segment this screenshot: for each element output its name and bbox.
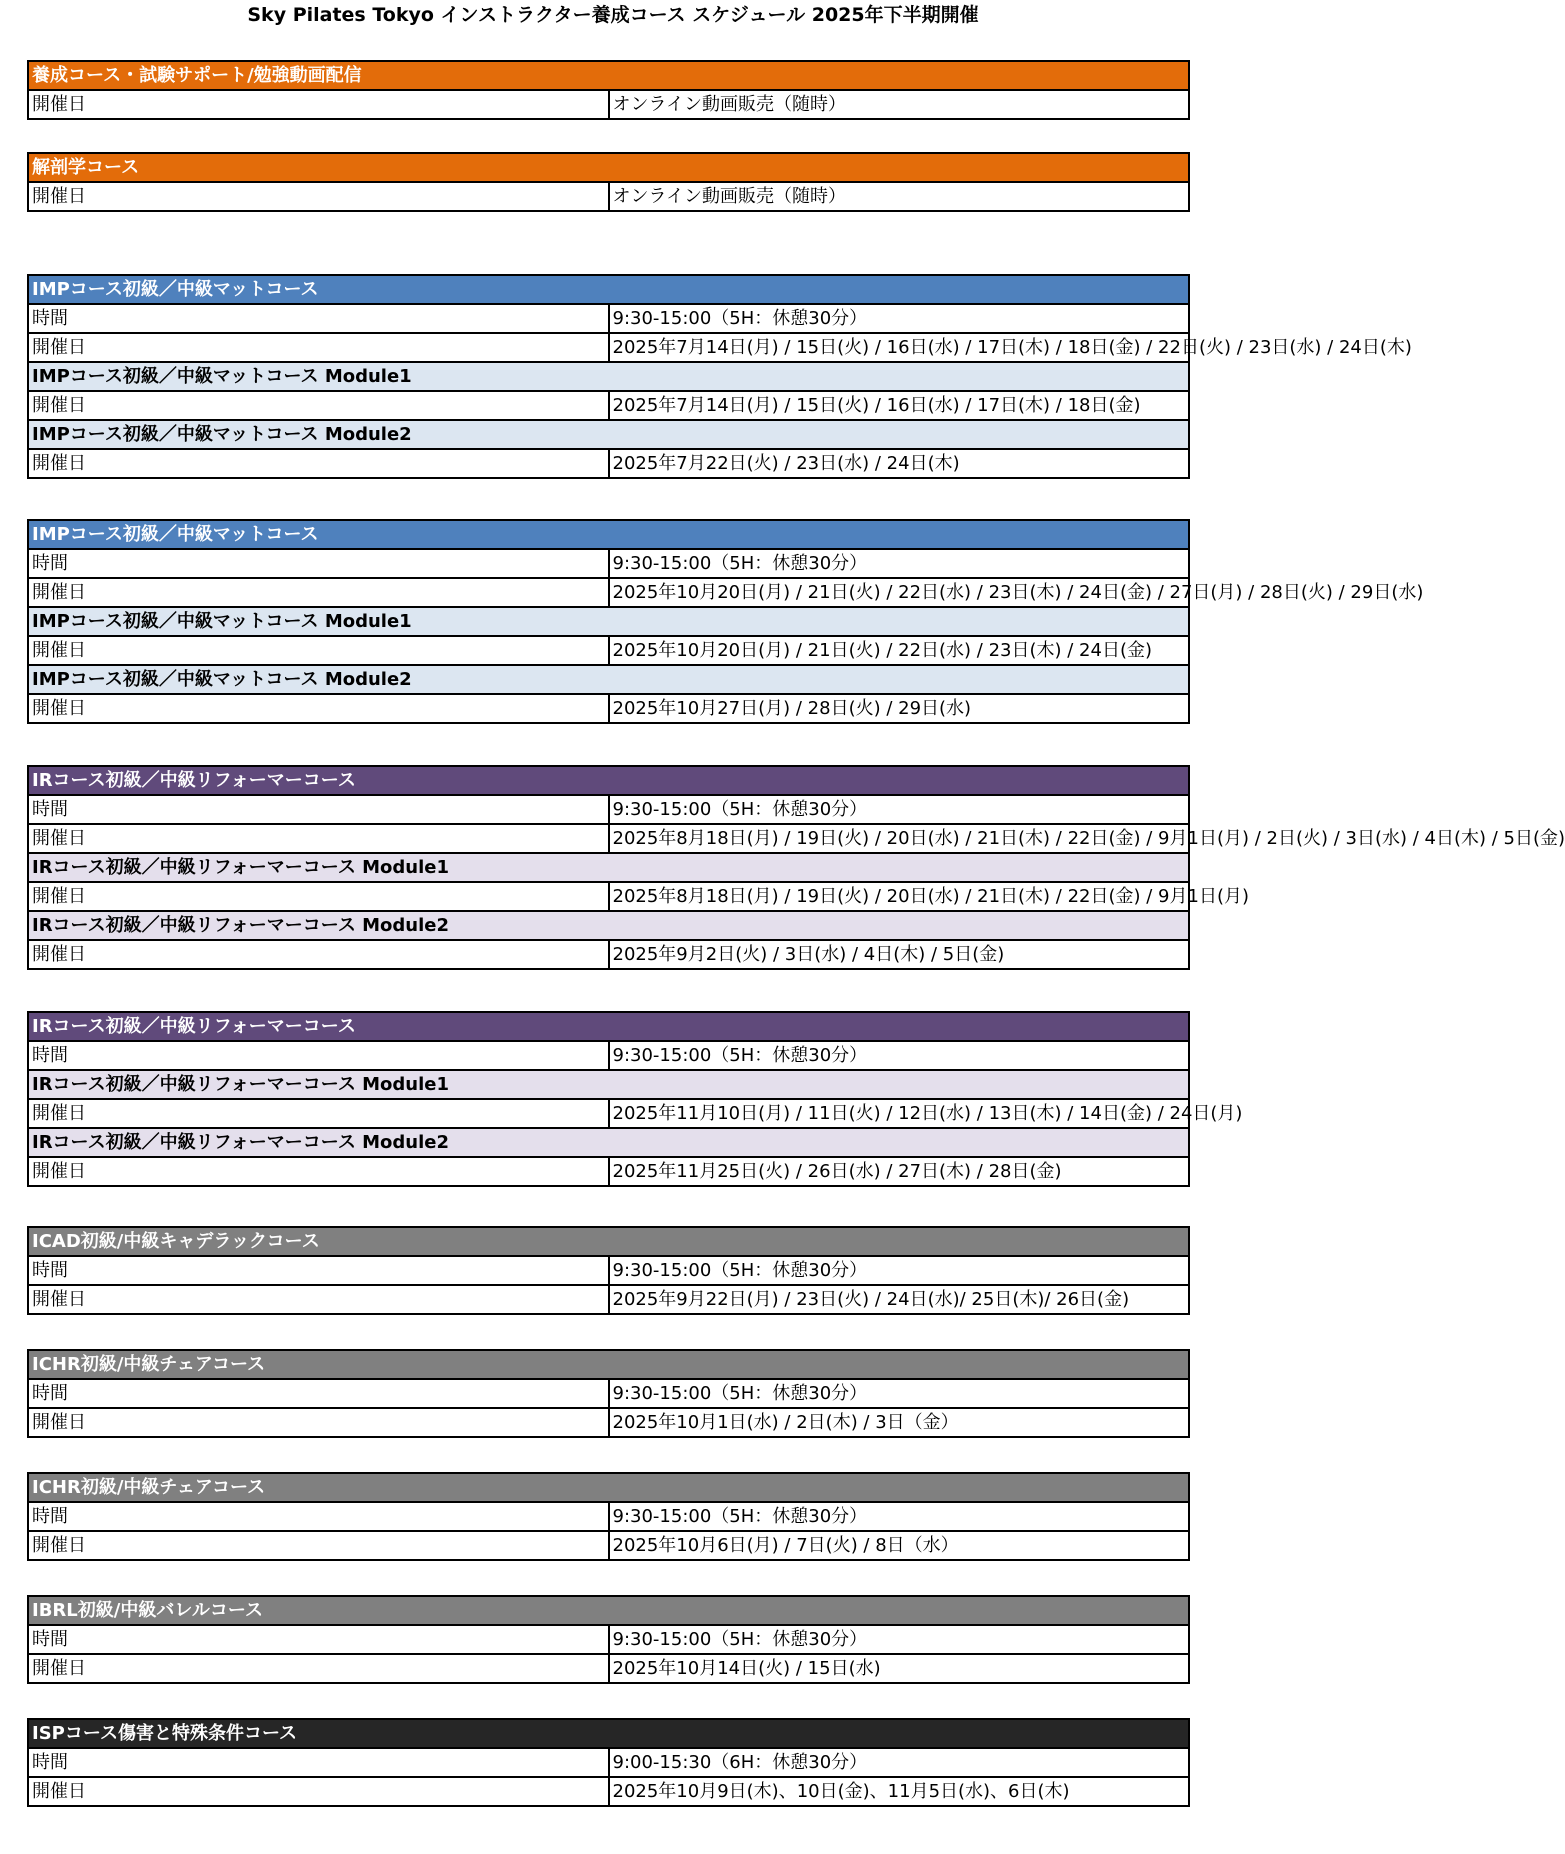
module-title: IMPコース初級／中級マットコース Module2	[28, 420, 1189, 449]
course-header-row	[28, 1012, 1189, 1041]
course-header-row	[28, 1596, 1189, 1625]
module-header-row	[28, 911, 1189, 940]
course-title: IMPコース初級／中級マットコース	[28, 275, 1189, 304]
date-value: 2025年7月14日(月) / 15日(火) / 16日(水) / 17日(木) / 18日(金)	[609, 391, 1190, 420]
date-value: 2025年7月22日(火) / 23日(水) / 24日(木)	[609, 449, 1190, 478]
course-title: IRコース初級／中級リフォーマーコース	[28, 766, 1189, 795]
date-value: 2025年10月14日(火) / 15日(水)	[609, 1654, 1190, 1683]
date-row	[28, 449, 1189, 478]
date-value: 2025年10月1日(水) / 2日(木) / 3日（金）	[609, 1408, 1190, 1437]
date-row	[28, 882, 1189, 911]
time-row	[28, 1748, 1189, 1777]
time-label: 時間	[28, 1748, 609, 1777]
module-header-row	[28, 853, 1189, 882]
course-table-ibrl	[27, 1595, 1190, 1684]
module-header-row	[28, 665, 1189, 694]
module-title: IRコース初級／中級リフォーマーコース Module1	[28, 853, 1189, 882]
course-table-anatomy	[27, 152, 1190, 212]
time-label: 時間	[28, 1625, 609, 1654]
date-value: 2025年10月27日(月) / 28日(火) / 29日(水)	[609, 694, 1190, 723]
time-row	[28, 1625, 1189, 1654]
date-value: 2025年10月6日(月) / 7日(火) / 8日（水）	[609, 1531, 1190, 1560]
time-label: 時間	[28, 1502, 609, 1531]
course-table-ichr-1	[27, 1349, 1190, 1438]
date-label: 開催日	[28, 1157, 609, 1186]
date-value: 2025年8月18日(月) / 19日(火) / 20日(水) / 21日(木) / 22日(金) / 9月1日(月) / 2日(火) / 3日(水) / 4日(木) / 5日(金)	[609, 824, 1190, 853]
course-title: IMPコース初級／中級マットコース	[28, 520, 1189, 549]
date-row	[28, 333, 1189, 362]
date-label: 開催日	[28, 882, 609, 911]
time-value: 9:00-15:30（6H：休憩30分）	[609, 1748, 1190, 1777]
date-label: 開催日	[28, 1777, 609, 1806]
date-row	[28, 636, 1189, 665]
course-title: ICHR初級/中級チェアコース	[28, 1350, 1189, 1379]
date-value: 2025年9月2日(火) / 3日(水) / 4日(木) / 5日(金)	[609, 940, 1190, 969]
course-table-ichr-2	[27, 1472, 1190, 1561]
course-header-row	[28, 61, 1189, 90]
date-value: 2025年10月20日(月) / 21日(火) / 22日(水) / 23日(木) / 24日(金) / 27日(月) / 28日(火) / 29日(水)	[609, 578, 1190, 607]
date-label: 開催日	[28, 1285, 609, 1314]
course-header-row	[28, 1227, 1189, 1256]
date-label: 開催日	[28, 1099, 609, 1128]
date-row	[28, 1654, 1189, 1683]
date-row	[28, 1531, 1189, 1560]
date-row	[28, 391, 1189, 420]
time-value: 9:30-15:00（5H：休憩30分）	[609, 1502, 1190, 1531]
date-value: 2025年8月18日(月) / 19日(火) / 20日(水) / 21日(木) / 22日(金) / 9月1日(月)	[609, 882, 1190, 911]
date-row	[28, 694, 1189, 723]
date-value: 2025年11月25日(火) / 26日(水) / 27日(木) / 28日(金)	[609, 1157, 1190, 1186]
time-row	[28, 1379, 1189, 1408]
date-label: 開催日	[28, 1408, 609, 1437]
course-title: ICHR初級/中級チェアコース	[28, 1473, 1189, 1502]
date-value: 2025年9月22日(月) / 23日(火) / 24日(水)/ 25日(木)/ 26日(金)	[609, 1285, 1190, 1314]
date-label: 開催日	[28, 694, 609, 723]
time-row	[28, 304, 1189, 333]
module-title: IMPコース初級／中級マットコース Module1	[28, 607, 1189, 636]
course-header-row	[28, 153, 1189, 182]
module-title: IRコース初級／中級リフォーマーコース Module1	[28, 1070, 1189, 1099]
date-label: 開催日	[28, 824, 609, 853]
date-label: 開催日	[28, 391, 609, 420]
time-value: 9:30-15:00（5H：休憩30分）	[609, 304, 1190, 333]
date-row	[28, 90, 1189, 119]
module-title: IRコース初級／中級リフォーマーコース Module2	[28, 911, 1189, 940]
date-row	[28, 940, 1189, 969]
time-row	[28, 1502, 1189, 1531]
date-label: 開催日	[28, 1654, 609, 1683]
course-table-imp-october	[27, 519, 1424, 724]
date-value: 2025年11月10日(月) / 11日(火) / 12日(水) / 13日(木) / 14日(金) / 24日(月)	[609, 1099, 1190, 1128]
course-title: ISPコース傷害と特殊条件コース	[28, 1719, 1189, 1748]
module-header-row	[28, 607, 1189, 636]
course-title: 養成コース・試験サポート/勉強動画配信	[28, 61, 1189, 90]
date-row	[28, 578, 1189, 607]
time-value: 9:30-15:00（5H：休憩30分）	[609, 549, 1190, 578]
course-header-row	[28, 275, 1189, 304]
date-label: 開催日	[28, 333, 609, 362]
date-value: オンライン動画販売（随時）	[609, 90, 1190, 119]
course-title: 解剖学コース	[28, 153, 1189, 182]
time-label: 時間	[28, 795, 609, 824]
date-label: 開催日	[28, 90, 609, 119]
date-value: オンライン動画販売（随時）	[609, 182, 1190, 211]
date-row	[28, 1157, 1189, 1186]
module-header-row	[28, 1128, 1189, 1157]
time-label: 時間	[28, 304, 609, 333]
course-title: IRコース初級／中級リフォーマーコース	[28, 1012, 1189, 1041]
module-title: IMPコース初級／中級マットコース Module1	[28, 362, 1189, 391]
date-value: 2025年10月20日(月) / 21日(火) / 22日(水) / 23日(木) / 24日(金)	[609, 636, 1190, 665]
time-value: 9:30-15:00（5H：休憩30分）	[609, 1041, 1190, 1070]
course-table-imp-july	[27, 274, 1412, 479]
date-label: 開催日	[28, 449, 609, 478]
course-header-row	[28, 1719, 1189, 1748]
date-value: 2025年7月14日(月) / 15日(火) / 16日(水) / 17日(木) / 18日(金) / 22日(火) / 23日(水) / 24日(木)	[609, 333, 1190, 362]
time-row	[28, 549, 1189, 578]
course-header-row	[28, 1350, 1189, 1379]
date-label: 開催日	[28, 578, 609, 607]
date-row	[28, 1408, 1189, 1437]
course-table-exam-support	[27, 60, 1190, 120]
date-row	[28, 1285, 1189, 1314]
time-value: 9:30-15:00（5H：休憩30分）	[609, 1625, 1190, 1654]
time-value: 9:30-15:00（5H：休憩30分）	[609, 795, 1190, 824]
course-header-row	[28, 766, 1189, 795]
course-header-row	[28, 1473, 1189, 1502]
page-title: Sky Pilates Tokyo インストラクター養成コース スケジュール 2025年下半期開催	[247, 4, 979, 26]
course-table-isp	[27, 1718, 1190, 1807]
date-label: 開催日	[28, 636, 609, 665]
date-row	[28, 182, 1189, 211]
module-header-row	[28, 1070, 1189, 1099]
module-header-row	[28, 420, 1189, 449]
course-table-icad	[27, 1226, 1190, 1315]
date-label: 開催日	[28, 940, 609, 969]
course-header-row	[28, 520, 1189, 549]
time-label: 時間	[28, 549, 609, 578]
time-label: 時間	[28, 1256, 609, 1285]
date-label: 開催日	[28, 1531, 609, 1560]
time-label: 時間	[28, 1379, 609, 1408]
course-title: IBRL初級/中級バレルコース	[28, 1596, 1189, 1625]
course-table-ir-august	[27, 765, 1565, 970]
module-header-row	[28, 362, 1189, 391]
date-label: 開催日	[28, 182, 609, 211]
time-value: 9:30-15:00（5H：休憩30分）	[609, 1379, 1190, 1408]
date-row	[28, 1777, 1189, 1806]
module-title: IMPコース初級／中級マットコース Module2	[28, 665, 1189, 694]
time-label: 時間	[28, 1041, 609, 1070]
date-value: 2025年10月9日(木)、10日(金)、11月5日(水)、6日(木)	[609, 1777, 1190, 1806]
time-row	[28, 795, 1189, 824]
course-table-ir-november	[27, 1011, 1243, 1187]
time-row	[28, 1256, 1189, 1285]
course-title: ICAD初級/中級キャデラックコース	[28, 1227, 1189, 1256]
time-value: 9:30-15:00（5H：休憩30分）	[609, 1256, 1190, 1285]
date-row	[28, 824, 1189, 853]
date-row	[28, 1099, 1189, 1128]
time-row	[28, 1041, 1189, 1070]
module-title: IRコース初級／中級リフォーマーコース Module2	[28, 1128, 1189, 1157]
